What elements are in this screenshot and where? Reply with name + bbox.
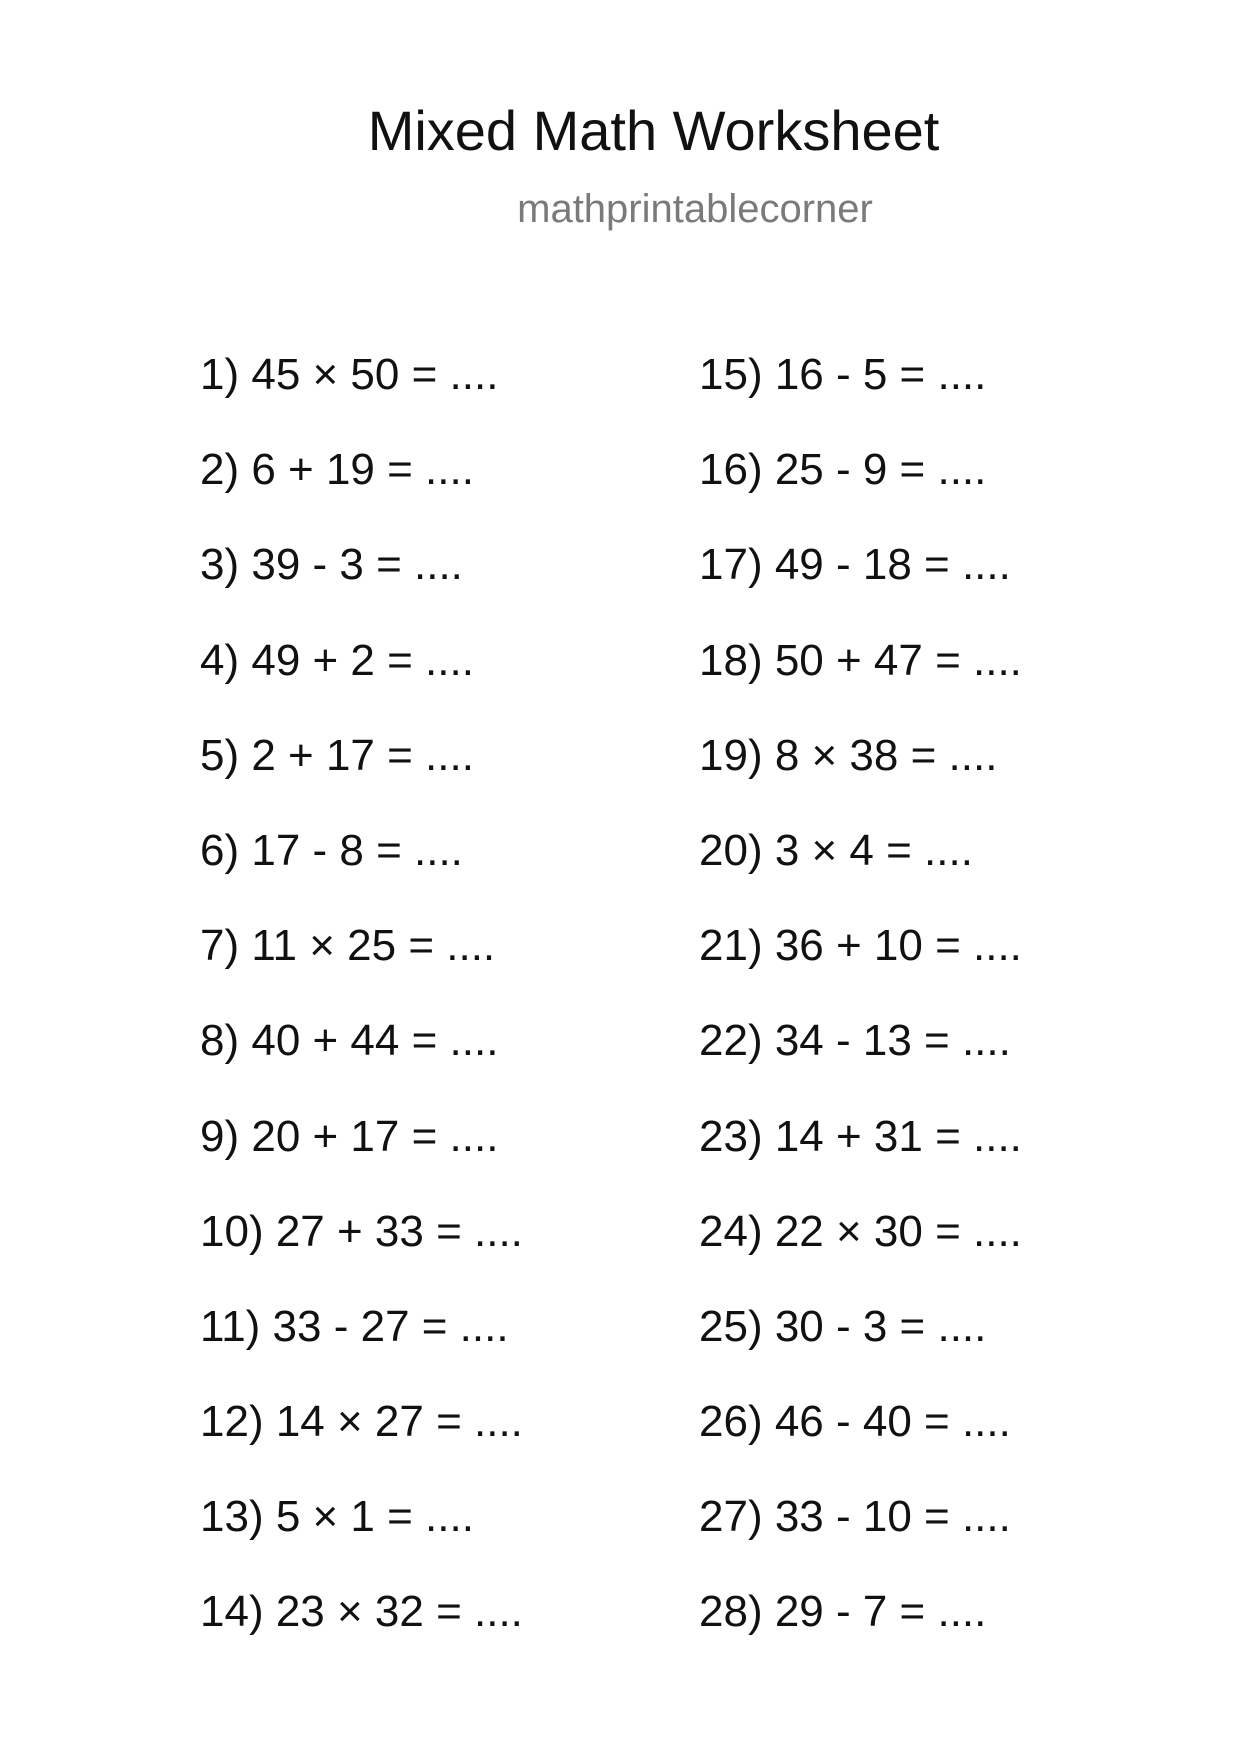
problem-3: 3) 39 - 3 = ....: [200, 540, 463, 590]
problem-13: 13) 5 × 1 = ....: [200, 1492, 474, 1542]
problem-24: 24) 22 × 30 = ....: [699, 1206, 1022, 1256]
problem-16: 16) 25 - 9 = ....: [699, 445, 987, 495]
worksheet-title: Mixed Math Worksheet: [367, 99, 940, 162]
problems-column-right: [699, 350, 1022, 1683]
worksheet-subtitle: mathprintablecorner: [517, 187, 873, 231]
problem-12: 12) 14 × 27 = ....: [200, 1397, 523, 1447]
problem-11: 11) 33 - 27 = ....: [200, 1301, 509, 1351]
problem-8: 8) 40 + 44 = ....: [200, 1016, 499, 1066]
problem-18: 18) 50 + 47 = ....: [699, 635, 1022, 685]
problem-9: 9) 20 + 17 = ....: [200, 1111, 499, 1161]
problem-23: 23) 14 + 31 = ....: [699, 1111, 1022, 1161]
problem-2: 2) 6 + 19 = ....: [200, 445, 474, 495]
problem-10: 10) 27 + 33 = ....: [200, 1206, 523, 1256]
problem-22: 22) 34 - 13 = ....: [699, 1016, 1011, 1066]
problem-27: 27) 33 - 10 = ....: [699, 1492, 1011, 1542]
problem-7: 7) 11 × 25 = ....: [200, 921, 496, 971]
problem-5: 5) 2 + 17 = ....: [200, 730, 474, 780]
problem-19: 19) 8 × 38 = ....: [699, 730, 998, 780]
problem-4: 4) 49 + 2 = ....: [200, 635, 474, 685]
problem-25: 25) 30 - 3 = ....: [699, 1301, 987, 1351]
problem-17: 17) 49 - 18 = ....: [699, 540, 1011, 590]
problem-21: 21) 36 + 10 = ....: [699, 921, 1022, 971]
problem-1: 1) 45 × 50 = ....: [200, 350, 499, 399]
problems-column-left: [200, 350, 523, 1683]
problem-26: 26) 46 - 40 = ....: [699, 1397, 1011, 1447]
problem-6: 6) 17 - 8 = ....: [200, 825, 463, 875]
problem-28: 28) 29 - 7 = ....: [699, 1587, 987, 1637]
problem-15: 15) 16 - 5 = ....: [699, 350, 987, 399]
problem-14: 14) 23 × 32 = ....: [200, 1587, 523, 1637]
problem-20: 20) 3 × 4 = ....: [699, 825, 973, 875]
